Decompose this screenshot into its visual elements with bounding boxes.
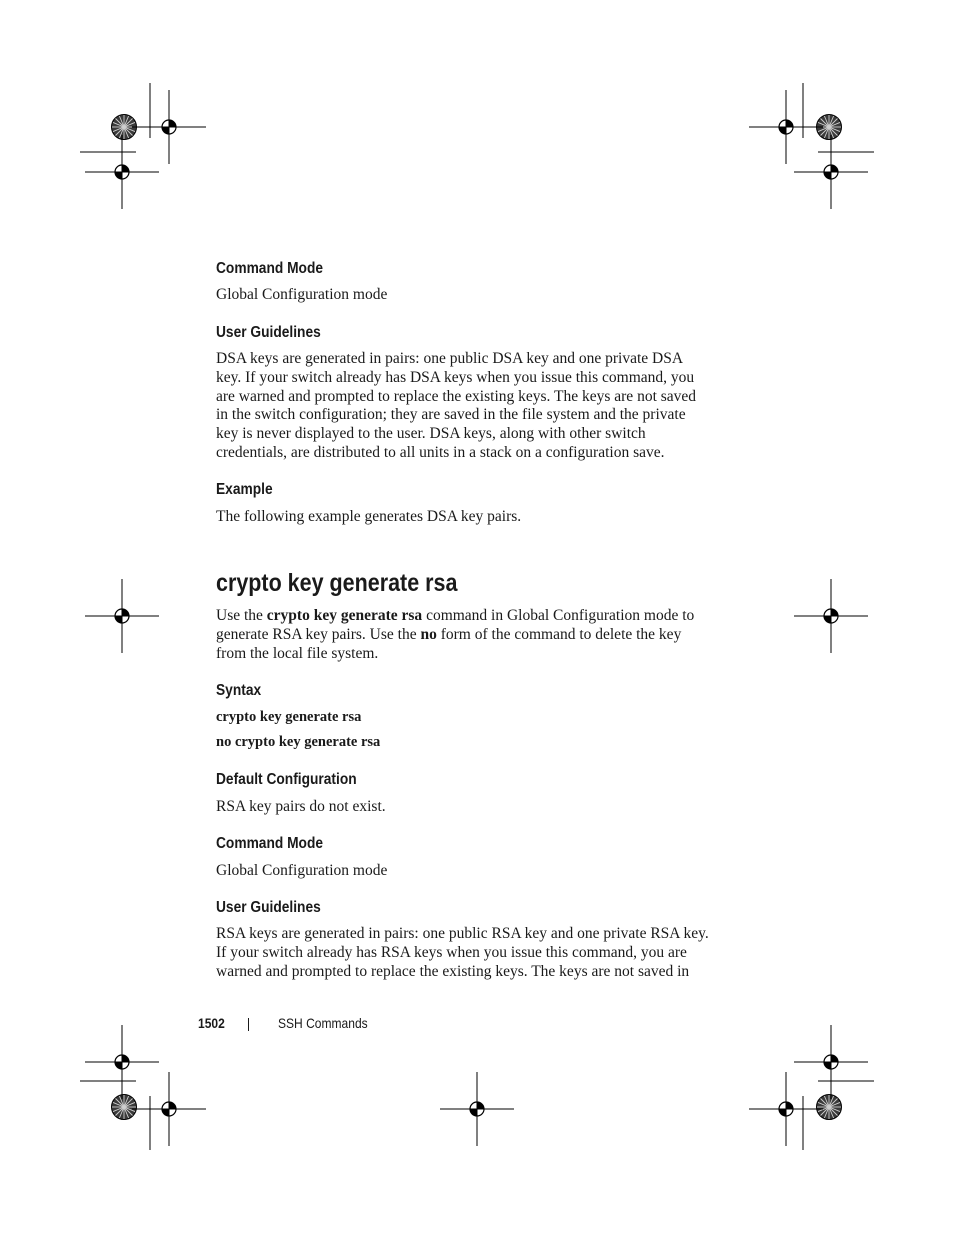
text-line: key. If your switch already has DSA keys when you issue this command, you — [216, 368, 695, 386]
command-mode-text: Global Configuration mode — [216, 862, 388, 879]
text-line — [216, 607, 716, 626]
user-guidelines-paragraph — [216, 925, 716, 981]
user-guidelines-heading: User Guidelines — [216, 899, 321, 916]
command-mode-text: Global Configuration mode — [216, 286, 388, 303]
command-mode-heading: Command Mode — [216, 260, 324, 277]
page-number: 1502 — [198, 1015, 225, 1031]
command-mode-heading: Command Mode — [216, 835, 324, 852]
text-line: are warned and prompted to replace the existing keys. The keys are not saved — [216, 387, 697, 405]
syntax-command: crypto key generate rsa — [216, 709, 362, 725]
text-run: Use the — [216, 607, 267, 624]
default-configuration-text: RSA key pairs do not exist. — [216, 798, 386, 815]
command-intro-paragraph — [216, 607, 716, 663]
text-line: from the local file system. — [216, 644, 379, 662]
text-line: key is never displayed to the user. DSA keys, along with other switch — [216, 425, 646, 443]
text-run: form of the command to delete the key — [436, 625, 682, 643]
command-keyword: no — [420, 625, 437, 643]
text-line: in the switch configuration; they are saved in the file system and the private — [216, 406, 686, 424]
syntax-no-command: no crypto key generate rsa — [216, 734, 381, 750]
syntax-heading: Syntax — [216, 682, 262, 699]
text-run: generate RSA key pairs. Use the — [216, 625, 421, 643]
text-line: If your switch already has RSA keys when you issue this command, you are — [216, 943, 687, 961]
example-heading: Example — [216, 481, 273, 498]
text-line: warned and prompted to replace the existing keys. The keys are not saved in — [216, 962, 690, 980]
user-guidelines-heading: User Guidelines — [216, 324, 321, 341]
footer-section-title: SSH Commands — [278, 1015, 368, 1031]
user-guidelines-paragraph — [216, 350, 716, 463]
text-line: credentials, are distributed to all units in a stack on a configuration save. — [216, 443, 665, 461]
text-run: command in Global Configuration mode to — [422, 607, 695, 624]
command-keyword: crypto key generate rsa — [266, 607, 423, 624]
text-line: RSA keys are generated in pairs: one public RSA key and one private RSA key. — [216, 925, 709, 942]
default-configuration-heading: Default Configuration — [216, 771, 357, 788]
command-title: crypto key generate rsa — [216, 569, 458, 597]
footer-divider — [248, 1018, 249, 1031]
text-line — [216, 626, 716, 645]
text-line: DSA keys are generated in pairs: one public DSA key and one private DSA — [216, 350, 684, 367]
example-text: The following example generates DSA key pairs. — [216, 508, 522, 525]
